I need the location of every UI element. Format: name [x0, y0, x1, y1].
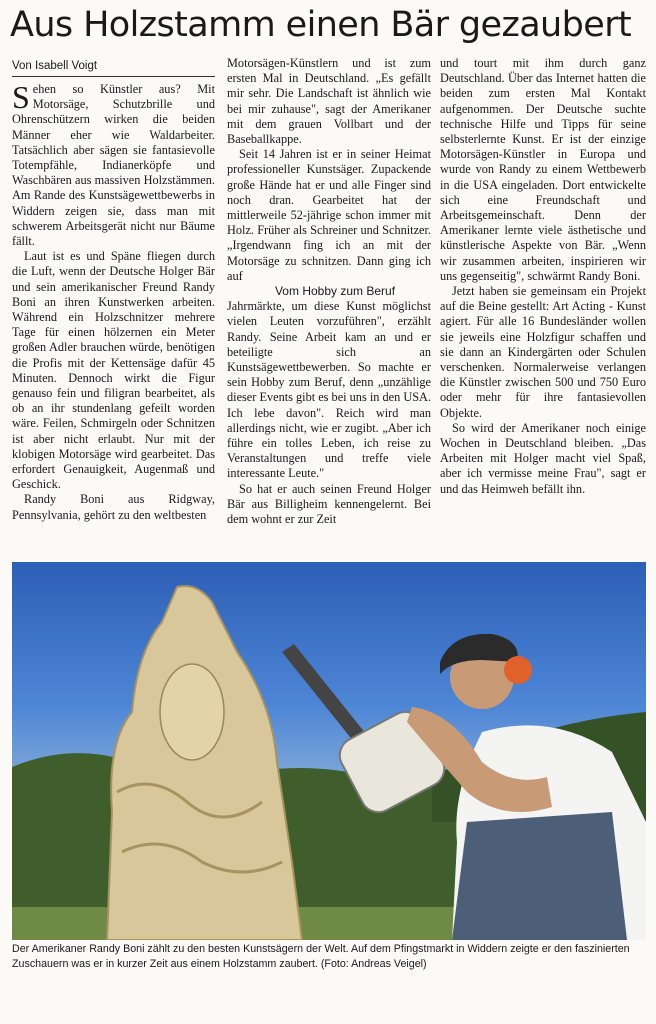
article-column-1 [12, 82, 215, 554]
article-photo [12, 562, 646, 940]
paragraph: Jetzt haben sie gemeinsam ein Projekt auf die Beine gestellt: Art Acting - Kunst agiert. Für alle 16 Bundesländer wollen sie jeweils eine Holzfigur schaffen und sie dann an Kindergärten oder Schulen verschenken. Normalerweise verlangen die Künstler zwischen 500 und 750 Euro oder mehr für ihre fantasievollen Objekte. [440, 284, 646, 420]
photo-illustration [12, 562, 646, 940]
drop-cap: S [12, 82, 30, 115]
paragraph [12, 82, 215, 249]
paragraph: Seit 14 Jahren ist er in seiner Heimat professioneller Kunstsäger. Zupackende große Hände hat er und alle Finger sind noch dran. Gearbeitet hat der mittlerweile 52-jährige schon immer mit Holz. Früher als Schreiner und Schnitzer. „Irgendwann fing ich an mit der Motorsäge zu schnitzen. Dann ging ich auf [227, 147, 431, 283]
paragraph: Motorsägen-Künstlern und ist zum ersten Mal in Deutschland. „Es gefällt mir sehr. Die Landschaft ist ähnlich wie bei mir zuhause", sagt der Amerikaner mit dem grauen Vollbart und der Baseballkappe. [227, 56, 431, 147]
article-column-3 [440, 56, 646, 554]
paragraph: So hat er auch seinen Freund Holger Bär aus Billigheim kennengelernt. Bei dem wohnt er zur Zeit [227, 481, 431, 527]
paragraph-text: ehen so Künstler aus? Mit Motorsäge, Schutzbrille und Ohrenschützern wirken die beiden Männer eher wie Waldarbeiter. Tatsächlich aber sägen sie fantasievolle Totempfähle, Indianerköpfe und Waschbären aus massiven Holzstämmen. Am Rande des Kunstsägewettbewerbs in Widdern zeigen sie, dass man mit schwerem Arbeitsgerät nicht nur Bäume fällt. [12, 82, 215, 249]
wood-sculpture [107, 586, 302, 940]
ear-muff [504, 656, 532, 684]
headline: Aus Holzstamm einen Bär gezaubert [10, 5, 632, 45]
byline: Von Isabell Voigt [12, 60, 98, 72]
sculpture-face [160, 664, 224, 760]
byline-rule [12, 76, 215, 77]
paragraph: Randy Boni aus Ridgway, Pennsylvania, gehört zu den weltbesten [12, 492, 215, 522]
worker-overalls [452, 812, 627, 940]
paragraph: und tourt mit ihm durch ganz Deutschland. Über das Internet hatten die beiden zum ersten Mal Kontakt aufgenommen. Der Deutsche suchte technische Hilfe und Tipps für seine selbsterlernte Kunst. Er ist der einzige Motorsägen-Künstler in Europa und wurde von Randy zu einem Wettbewerb in die USA eingeladen. Dort entwickelte sich eine Freundschaft und Arbeitsgemeinschaft. Denn der Amerikaner lernte viele ästhetische und künstlerische Aspekte von Bär. „Wenn wir zusammen arbeiten, inspirieren wir uns gegenseitig", schwärmt Randy Boni. [440, 56, 646, 283]
paragraph: Jahrmärkte, um diese Kunst möglichst vielen Leuten vorzuführen", erzählt Randy. Seine Arbeit kam an und er beteiligte sich an Kunstsägewettbewerben. So machte er sein Hobby zum Beruf, denn „unzählige dieser Events gibt es bei uns in den USA. Ich lebe davon". Reich wird man allerdings nicht, wie er zugibt. „Aber ich führe ein tolles Leben, ich reise zu Veranstaltungen und treffe viele interessante Leute." [227, 299, 431, 481]
paragraph: So wird der Amerikaner noch einige Wochen in Deutschland bleiben. „Das Arbeiten mit Holger macht viel Spaß, aber ich vermisse meine Frau", sagt er und das Heimweh befällt ihn. [440, 420, 646, 496]
subheading: Vom Hobby zum Beruf [274, 284, 396, 299]
article-column-2 [227, 56, 431, 554]
photo-caption: Der Amerikaner Randy Boni zählt zu den besten Kunstsägern der Welt. Auf dem Pfingstmarkt in Widdern zeigte er den faszinierten Zuschauern was er in kurzer Zeit aus einem Holzstamm zaubert. (Foto: Andreas Veigel) [12, 943, 630, 970]
paragraph: Laut ist es und Späne fliegen durch die Luft, wenn der Deutsche Holger Bär und sein amerikanischer Freund Randy Boni an ihren Kunstwerken arbeiten. Während ein Holzschnitzer mehrere Tage für einen hölzernen ein Meter großen Adler brauchen würde, benötigen die Profis mit der Kettensäge dafür 45 Minuten. Dennoch wirkt die Figur genauso fein und filigran bearbeitet, als ob an ihr stundenlang gefeilt worden wäre. Feilen, Schmirgeln oder Schnitzen ist aber nicht erlaubt. Nur mit der klobigen Motorsäge wird gearbeitet. Das erfordert Genauigkeit, Augenmaß und Geschick. [12, 249, 215, 492]
